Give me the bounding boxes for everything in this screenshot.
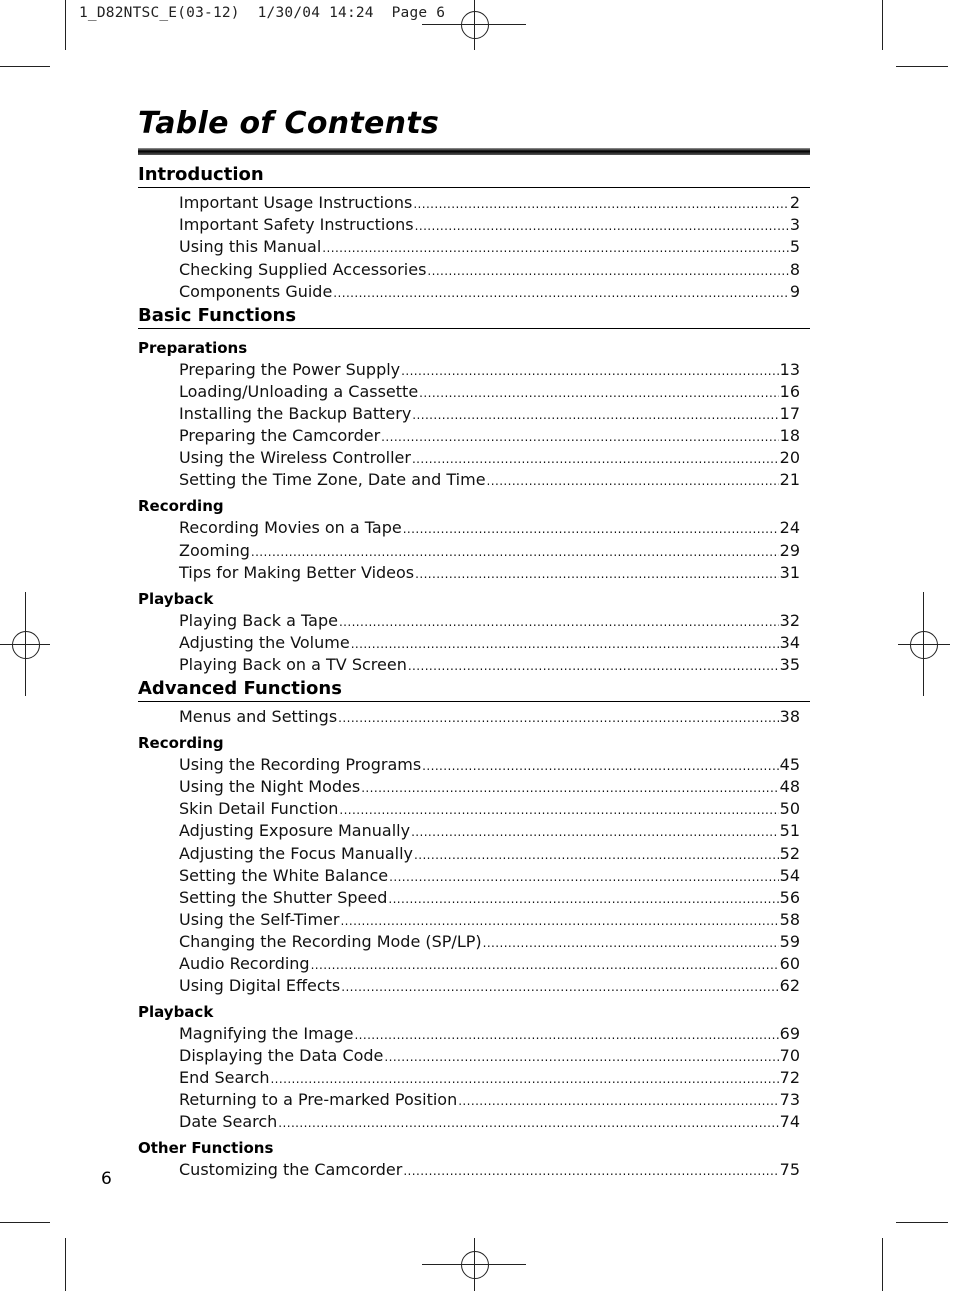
- toc-entry[interactable]: Adjusting the Focus Manually ..... 52: [179, 844, 800, 865]
- toc-entry[interactable]: Adjusting Exposure Manually ..... 51: [179, 821, 800, 842]
- toc-entry[interactable]: Using the Night Modes ..... 48: [179, 777, 800, 798]
- toc-entry[interactable]: Displaying the Data Code ..... 70: [179, 1046, 800, 1067]
- subheading-recording: Recording: [138, 734, 224, 752]
- section-heading-advanced-functions: Advanced Functions: [138, 678, 810, 702]
- toc-entry[interactable]: Audio Recording ..... 60: [179, 954, 800, 975]
- toc-entry[interactable]: Date Search ..... 74: [179, 1112, 800, 1133]
- toc-entry[interactable]: Playing Back on a TV Screen ..... 35: [179, 655, 800, 676]
- toc-entry[interactable]: Preparing the Camcorder ..... 18: [179, 426, 800, 447]
- section-heading-introduction: Introduction: [138, 164, 810, 188]
- toc-entry[interactable]: Using the Recording Programs ..... 45: [179, 755, 800, 776]
- toc-entry[interactable]: Preparing the Power Supply ..... 13: [179, 360, 800, 381]
- toc-entry[interactable]: Important Safety Instructions ..... 3: [179, 215, 800, 236]
- toc-entry[interactable]: Skin Detail Function ..... 50: [179, 799, 800, 820]
- subheading-recording: Recording: [138, 497, 224, 515]
- slug-page: Page 6: [391, 5, 446, 21]
- subheading-preparations: Preparations: [138, 339, 248, 357]
- crop-mark-tr-h: [896, 66, 948, 67]
- toc-entry[interactable]: Adjusting the Volume ..... 34: [179, 633, 800, 654]
- toc-entry[interactable]: Setting the Time Zone, Date and Time ..... 21: [179, 470, 800, 491]
- toc-entry[interactable]: Playing Back a Tape ..... 32: [179, 611, 800, 632]
- crop-mark-bl-h: [0, 1222, 50, 1223]
- toc-entry[interactable]: Components Guide ..... 9: [179, 282, 800, 303]
- crop-mark-tr-v: [882, 0, 883, 50]
- toc-entry[interactable]: Returning to a Pre-marked Position ..... 73: [179, 1090, 800, 1111]
- subheading-playback: Playback: [138, 1003, 214, 1021]
- toc-entry[interactable]: Customizing the Camcorder ..... 75: [179, 1160, 800, 1181]
- toc-entry[interactable]: Menus and Settings ..... 38: [179, 707, 800, 728]
- crop-mark-bl-v: [65, 1238, 66, 1291]
- crop-mark-tl-h: [0, 66, 50, 67]
- toc-entry[interactable]: Setting the Shutter Speed ..... 56: [179, 888, 800, 909]
- reg-mark-left-circle: [12, 631, 40, 659]
- printer-slug: [79, 5, 445, 21]
- toc-entry[interactable]: Setting the White Balance ..... 54: [179, 866, 800, 887]
- subheading-playback: Playback: [138, 590, 214, 608]
- toc-entry[interactable]: Tips for Making Better Videos ..... 31: [179, 563, 800, 584]
- toc-entry[interactable]: Checking Supplied Accessories ..... 8: [179, 260, 800, 281]
- slug-file: 1_D82NTSC_E(03-12): [79, 5, 240, 21]
- crop-mark-br-h: [896, 1222, 948, 1223]
- page-title: Table of Contents: [138, 106, 440, 141]
- slug-time: 14:24: [329, 5, 374, 21]
- toc-entry[interactable]: Using the Wireless Controller ..... 20: [179, 448, 800, 469]
- page-number: 6: [101, 1169, 112, 1189]
- slug-date: 1/30/04: [257, 5, 321, 21]
- reg-mark-top-circle: [461, 11, 489, 39]
- title-rule: [138, 148, 810, 155]
- reg-mark-bottom-circle: [461, 1251, 489, 1279]
- reg-mark-right-circle: [910, 631, 938, 659]
- toc-entry[interactable]: Using Digital Effects ..... 62: [179, 976, 800, 997]
- toc-entry[interactable]: Recording Movies on a Tape ..... 24: [179, 518, 800, 539]
- crop-mark-br-v: [882, 1238, 883, 1291]
- crop-mark-tl-v: [65, 0, 66, 50]
- toc-entry[interactable]: Using the Self-Timer ..... 58: [179, 910, 800, 931]
- toc-entry[interactable]: Using this Manual ..... 5: [179, 237, 800, 258]
- toc-entry[interactable]: Magnifying the Image ..... 69: [179, 1024, 800, 1045]
- toc-entry[interactable]: Zooming ..... 29: [179, 541, 800, 562]
- toc-entry[interactable]: Installing the Backup Battery ..... 17: [179, 404, 800, 425]
- toc-entry[interactable]: End Search ..... 72: [179, 1068, 800, 1089]
- toc-entry[interactable]: Important Usage Instructions ..... 2: [179, 193, 800, 214]
- section-heading-basic-functions: Basic Functions: [138, 305, 810, 329]
- toc-entry[interactable]: Changing the Recording Mode (SP/LP) ..... 59: [179, 932, 800, 953]
- subheading-other-functions: Other Functions: [138, 1139, 274, 1157]
- toc-entry[interactable]: Loading/Unloading a Cassette ..... 16: [179, 382, 800, 403]
